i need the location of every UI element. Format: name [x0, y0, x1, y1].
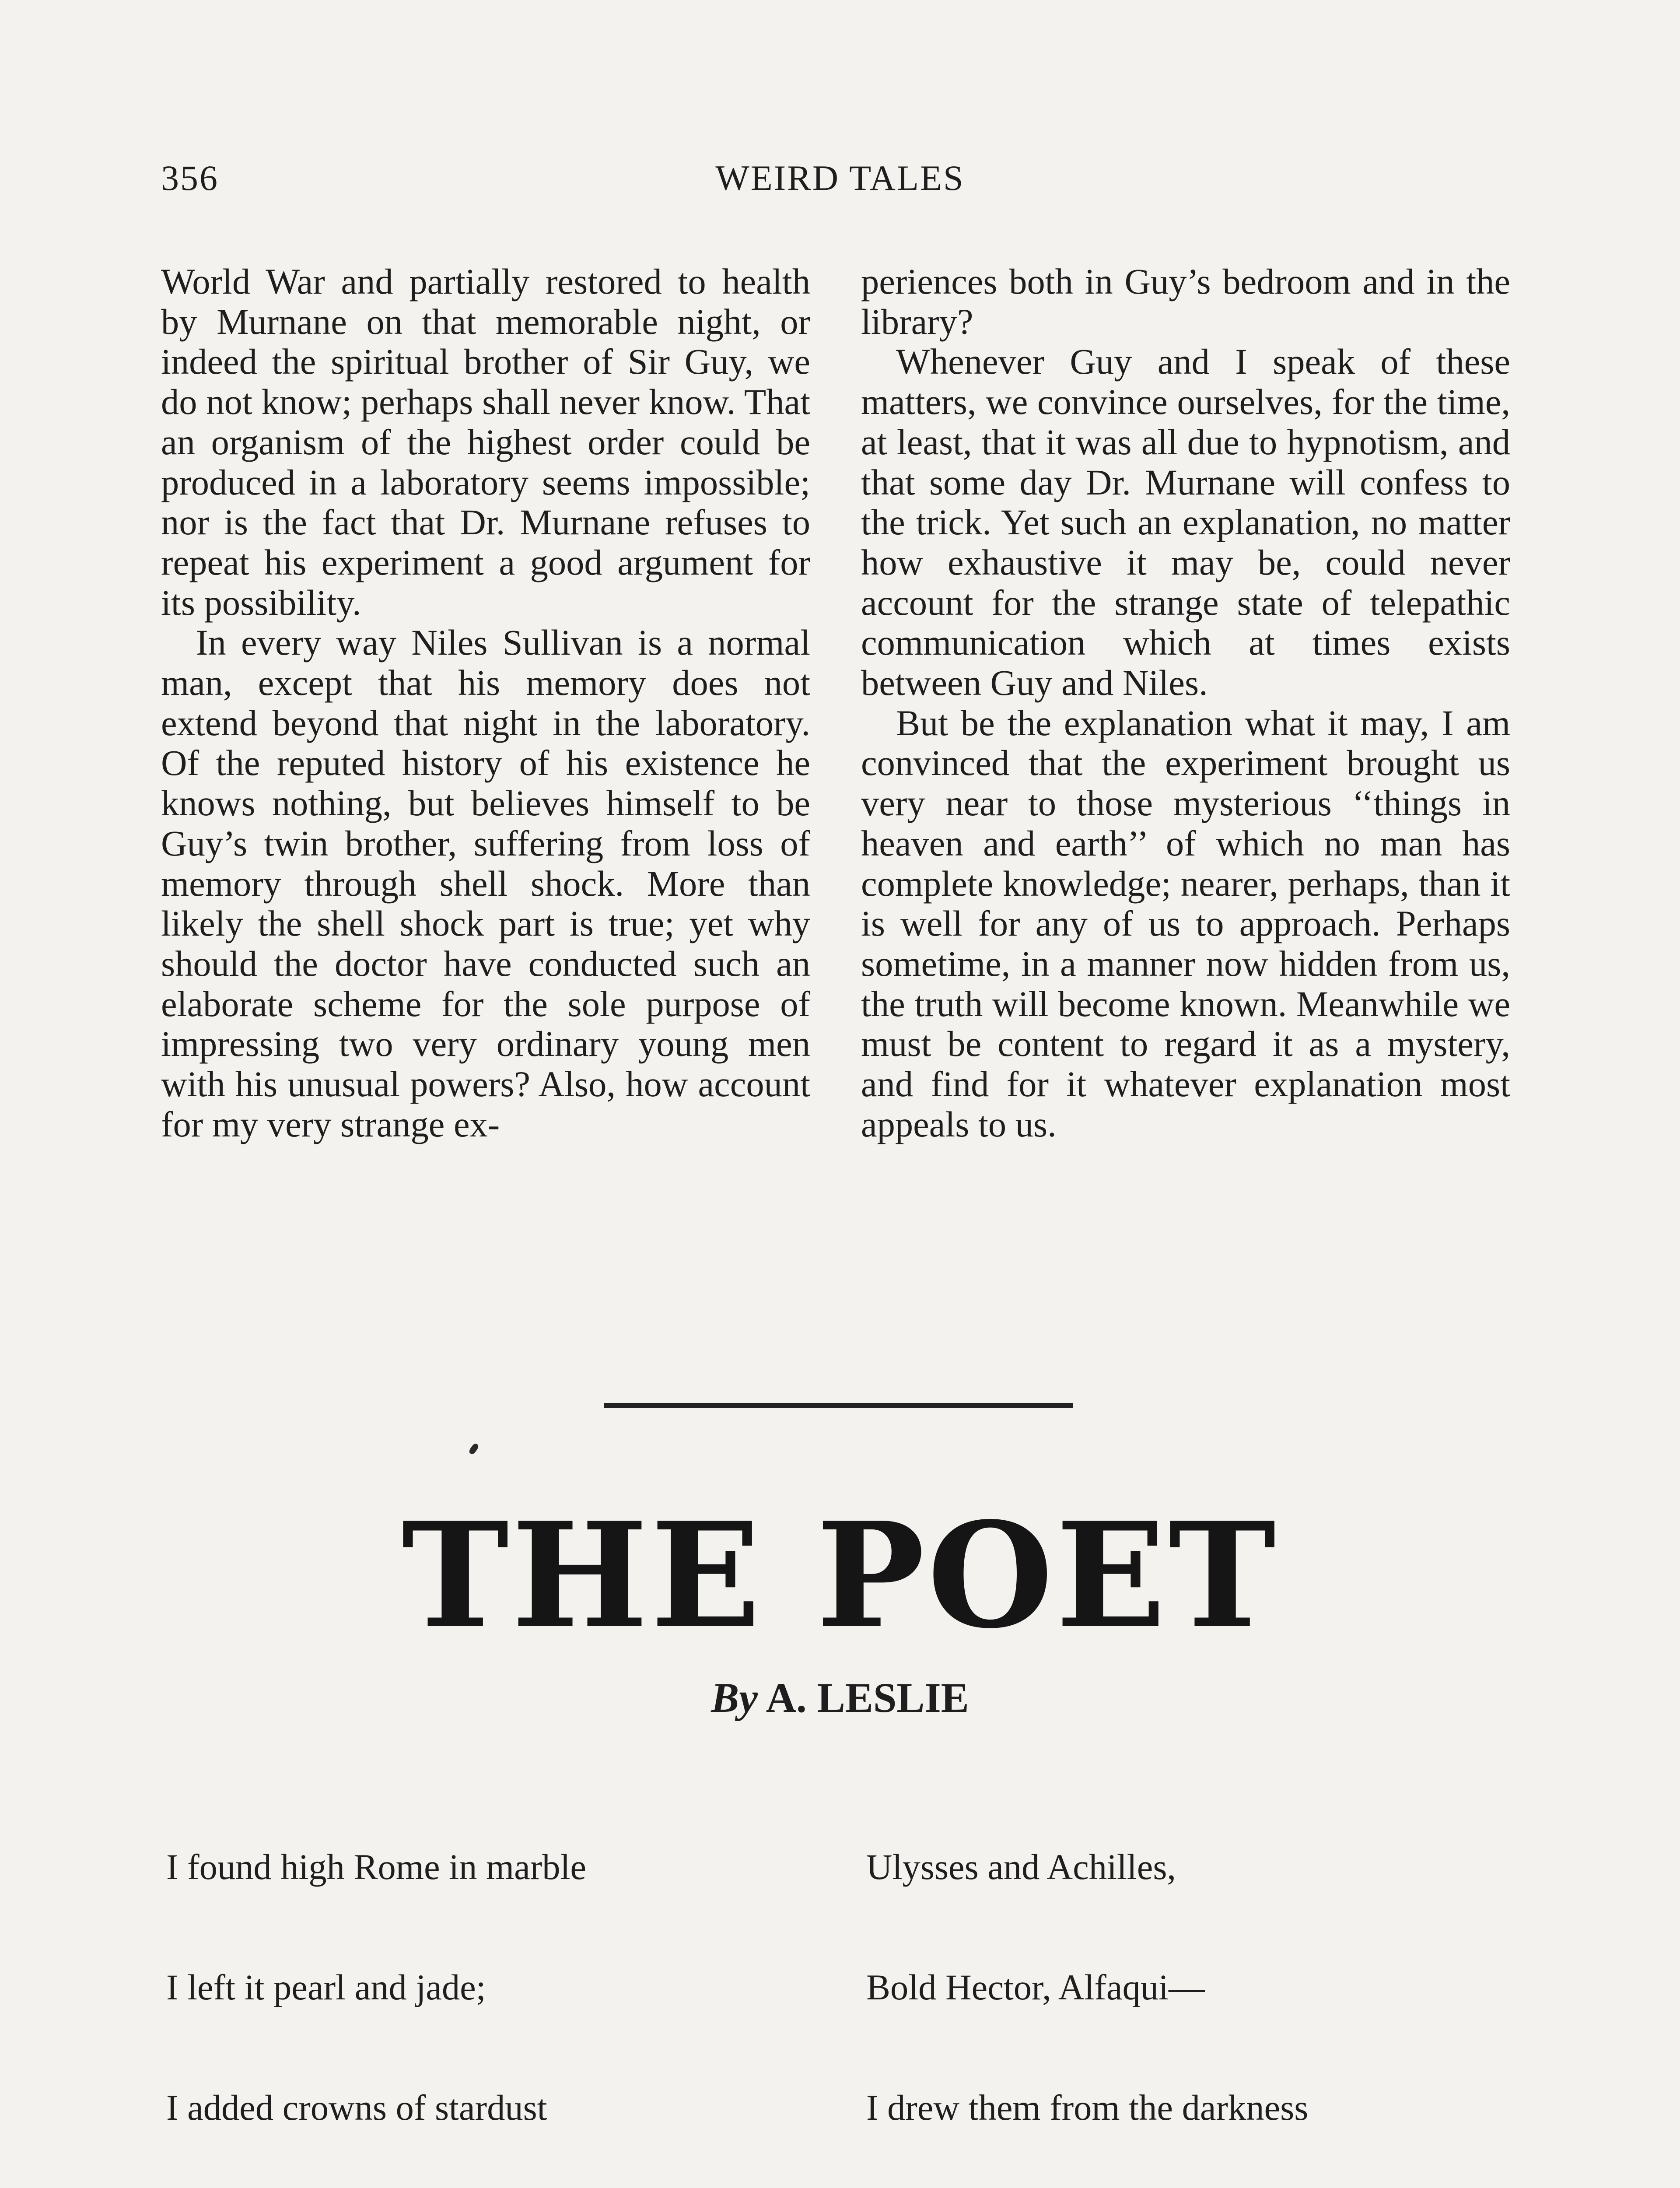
poem-line: I left it pearl and jade; — [166, 1967, 486, 2007]
poem-title: THE POET — [401, 1490, 1279, 1660]
poem-line: I found high Rome in marble — [166, 1847, 587, 1887]
running-head — [161, 158, 1519, 206]
paragraph: In every way Niles Sullivan is a normal man, except that his memory does not extend beyond that night in the laboratory. Of the reputed history of his existence he knows nothing, but believes himself to be Guy’s twin brother, suffering from loss of memory through shell shock. More than likely the shell shock part is true; yet why should the doctor have conducted such an elaborate scheme for the sole purpose of impressing two very ordinary young men with his unusual powers? Also, how account for my very strange ex- — [161, 622, 810, 1144]
article-column-right — [861, 262, 1510, 1144]
article-column-left — [161, 262, 810, 1144]
byline-author: A. LESLIE — [766, 1674, 969, 1721]
stanza-left — [166, 1767, 657, 2188]
magazine-title: WEIRD TALES — [715, 158, 965, 198]
paragraph: But be the explanation what it may, I am convinced that the experiment brought us very near to those mysterious ‘‘things in heaven and earth’’ of which no man has complete knowledge; nearer, perhaps, than it is well for any of us to approach. Perhaps sometime, in a manner now hidden from us, the truth will become known. Meanwhile we must be content to regard it as a mystery, and find for it whatever explanation most appeals to us. — [861, 702, 1510, 1144]
paragraph: World War and partially restored to health by Murnane on that memorable night, or indeed the spiritual brother of Sir Guy, we do not know; perhaps shall never know. That an organism of the highest order could be produced in a laboratory seems impossible; nor is the fact that Dr. Murnane refuses to repeat his experiment a good argument for its possibility. — [161, 261, 810, 623]
stanza-right — [866, 1767, 1338, 2188]
poem-line: I added crowns of stardust — [166, 2087, 547, 2128]
page-number: 356 — [161, 158, 219, 198]
section-divider-rule — [604, 1403, 1073, 1408]
stanza-final — [586, 2127, 1014, 2188]
paragraph: periences both in Guy’s bedroom and in the library? — [861, 261, 1510, 342]
poem-line: Ulysses and Achilles, — [866, 1847, 1176, 1887]
poem-line: Bold Hector, Alfaqui— — [866, 1967, 1205, 2007]
ink-speck — [468, 1442, 480, 1455]
paragraph: Whenever Guy and I speak of these matters, we convince ourselves, for the time, at least, that it was all due to hypnotism, and that some day Dr. Murnane will confess to the trick. Yet such an explanation, no matter how exhaustive it may be, could never account for the strange state of telepathic communication which at times exists between Guy and Niles. — [861, 341, 1510, 703]
poem-byline — [0, 1669, 1680, 1726]
poem-line: I drew them from the darkness — [866, 2087, 1309, 2128]
byline-prefix: By — [711, 1674, 758, 1721]
